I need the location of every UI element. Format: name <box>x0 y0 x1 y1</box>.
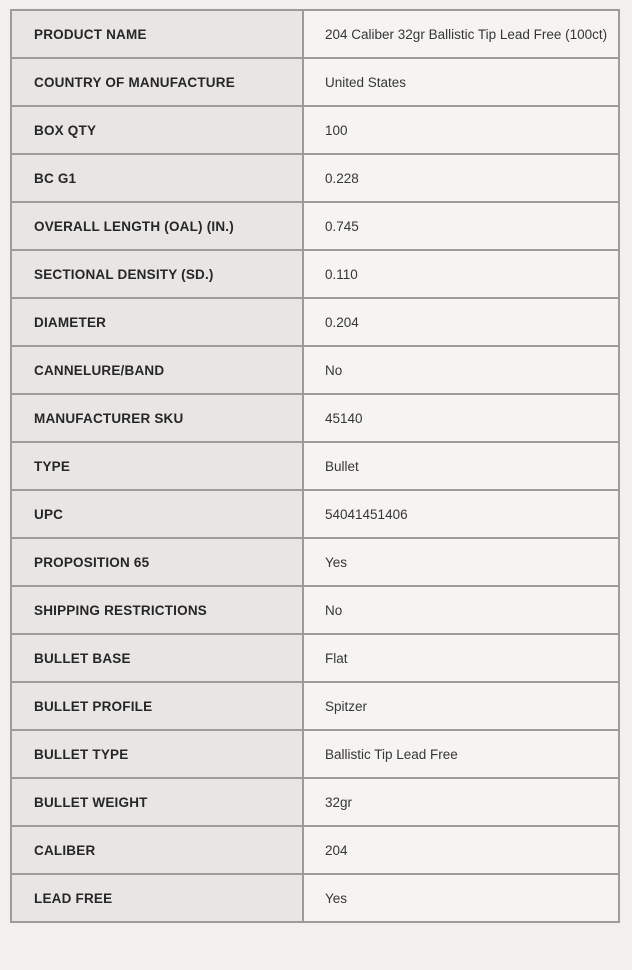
spec-value: Yes <box>303 538 619 586</box>
spec-label: PRODUCT NAME <box>11 10 303 58</box>
spec-value: Spitzer <box>303 682 619 730</box>
product-spec-table <box>10 9 620 923</box>
spec-value: Ballistic Tip Lead Free <box>303 730 619 778</box>
spec-label: BULLET WEIGHT <box>11 778 303 826</box>
spec-label: COUNTRY OF MANUFACTURE <box>11 58 303 106</box>
spec-label: DIAMETER <box>11 298 303 346</box>
product-specifications <box>10 9 620 923</box>
spec-label: SECTIONAL DENSITY (SD.) <box>11 250 303 298</box>
spec-row <box>11 58 619 106</box>
spec-label: CANNELURE/BAND <box>11 346 303 394</box>
spec-row <box>11 250 619 298</box>
spec-row <box>11 538 619 586</box>
spec-label: SHIPPING RESTRICTIONS <box>11 586 303 634</box>
spec-row <box>11 586 619 634</box>
spec-row <box>11 490 619 538</box>
spec-value: Yes <box>303 874 619 922</box>
spec-value: 45140 <box>303 394 619 442</box>
spec-row <box>11 442 619 490</box>
spec-label: BOX QTY <box>11 106 303 154</box>
spec-value: 0.745 <box>303 202 619 250</box>
spec-label: TYPE <box>11 442 303 490</box>
spec-value: 100 <box>303 106 619 154</box>
spec-value: No <box>303 586 619 634</box>
spec-value: 204 Caliber 32gr Ballistic Tip Lead Free (100ct) <box>303 10 619 58</box>
spec-row <box>11 682 619 730</box>
spec-value: Flat <box>303 634 619 682</box>
spec-row <box>11 826 619 874</box>
spec-value: 0.110 <box>303 250 619 298</box>
spec-row <box>11 202 619 250</box>
spec-label: LEAD FREE <box>11 874 303 922</box>
spec-row <box>11 730 619 778</box>
spec-value: No <box>303 346 619 394</box>
spec-label: BULLET TYPE <box>11 730 303 778</box>
spec-value: United States <box>303 58 619 106</box>
spec-label: CALIBER <box>11 826 303 874</box>
spec-row <box>11 634 619 682</box>
spec-label: BC G1 <box>11 154 303 202</box>
spec-row <box>11 154 619 202</box>
spec-row <box>11 874 619 922</box>
spec-row <box>11 394 619 442</box>
spec-row <box>11 778 619 826</box>
spec-row <box>11 10 619 58</box>
spec-value: Bullet <box>303 442 619 490</box>
spec-value: 204 <box>303 826 619 874</box>
spec-label: PROPOSITION 65 <box>11 538 303 586</box>
spec-label: OVERALL LENGTH (OAL) (IN.) <box>11 202 303 250</box>
spec-row <box>11 298 619 346</box>
spec-label: UPC <box>11 490 303 538</box>
spec-label: BULLET PROFILE <box>11 682 303 730</box>
spec-label: MANUFACTURER SKU <box>11 394 303 442</box>
spec-row <box>11 106 619 154</box>
spec-value: 54041451406 <box>303 490 619 538</box>
spec-row <box>11 346 619 394</box>
spec-label: BULLET BASE <box>11 634 303 682</box>
spec-value: 32gr <box>303 778 619 826</box>
spec-value: 0.228 <box>303 154 619 202</box>
spec-value: 0.204 <box>303 298 619 346</box>
